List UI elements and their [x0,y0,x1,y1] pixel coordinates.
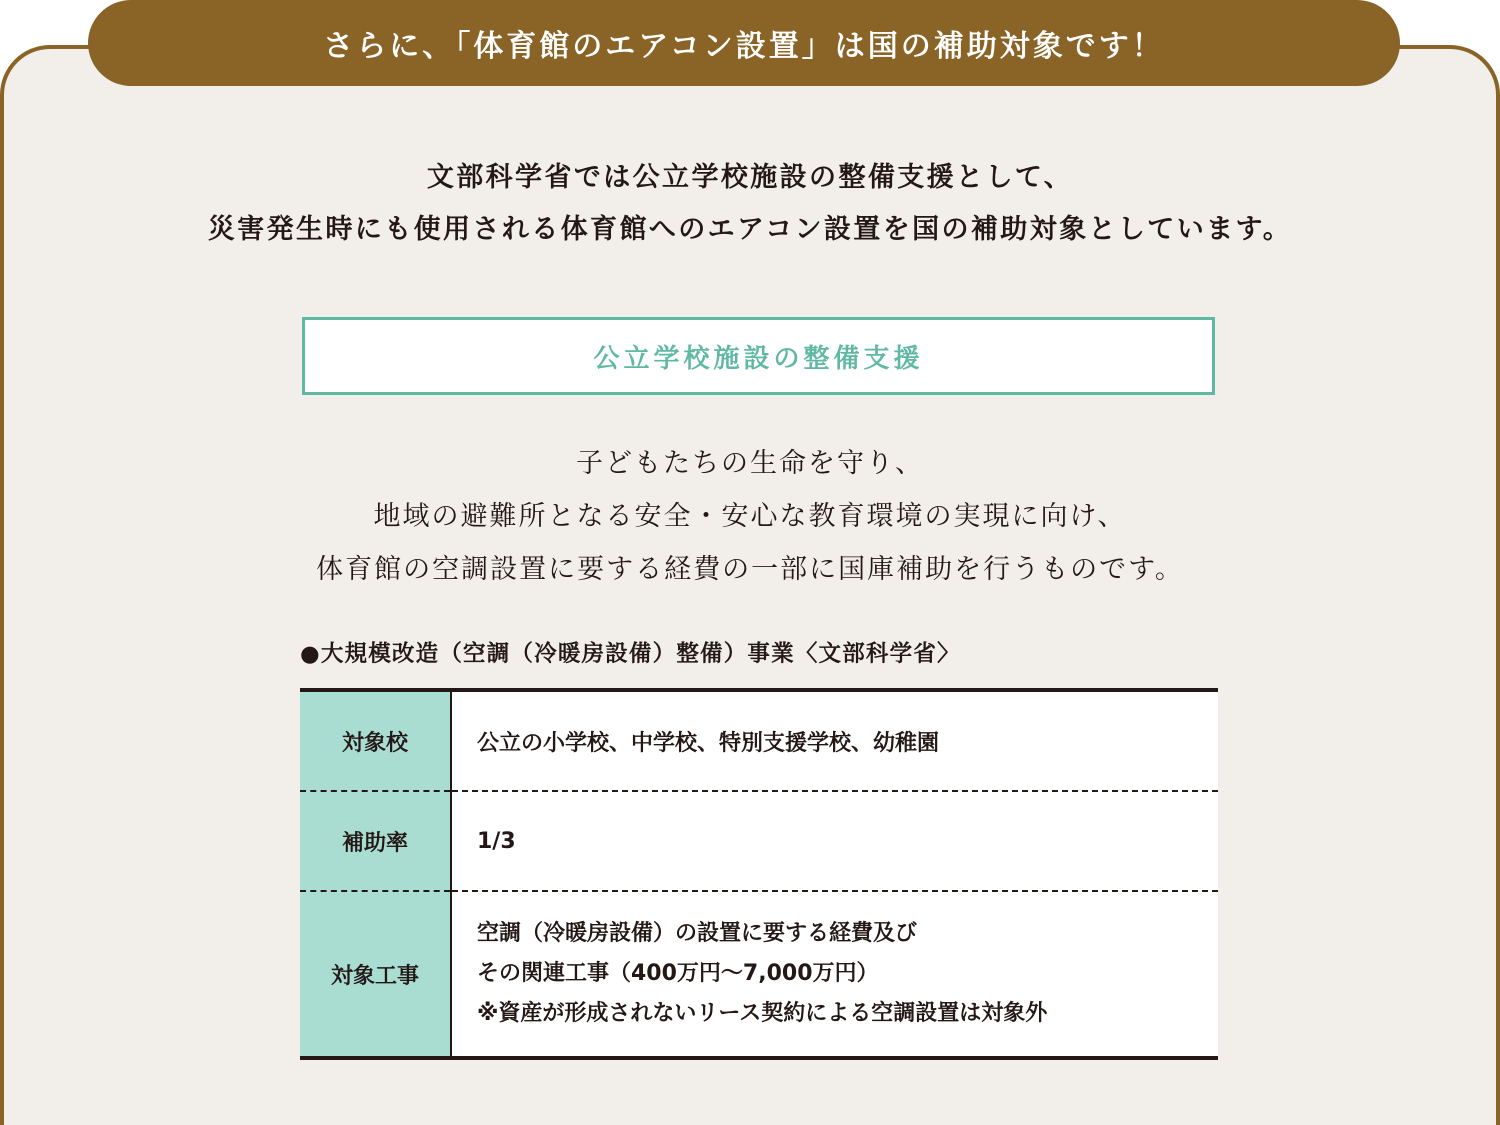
description-line-2: 地域の避難所となる安全・安心な教育環境の実現に向け、 [373,501,1127,532]
subsidy-table [300,688,1218,1060]
row-value-target-school: 公立の小学校、中学校、特別支援学校、幼稚園 [451,690,1218,791]
intro-line-1: 文部科学省では公立学校施設の整備支援として、 [426,162,1074,193]
target-work-line-1: 空調（冷暖房設備）の設置に要する経費及び [477,921,918,946]
header-banner [88,0,1400,86]
target-work-line-2: その関連工事（400万円～7,000万円） [477,961,879,986]
row-label-target-work: 対象工事 [300,891,451,1058]
row-value-subsidy-rate: 1/3 [451,791,1218,891]
row-label-subsidy-rate: 補助率 [300,791,451,891]
intro-text [0,152,1500,256]
target-work-line-3: ※資産が形成されないリース契約による空調設置は対象外 [477,1001,1048,1026]
section-title-box [302,317,1215,395]
section-title: 公立学校施設の整備支援 [593,343,924,374]
header-title: さらに、「体育館のエアコン設置」は国の補助対象です！ [323,29,1165,64]
description-line-3: 体育館の空調設置に要する経費の一部に国庫補助を行うものです。 [316,554,1184,585]
table-row [300,690,1218,791]
description-text [0,437,1500,596]
intro-line-2: 災害発生時にも使用される体育館へのエアコン設置を国の補助対象としています。 [207,214,1293,245]
table-row [300,791,1218,891]
row-label-target-school: 対象校 [300,690,451,791]
program-heading: ●大規模改造（空調（冷暖房設備）整備）事業〈文部科学省〉 [300,641,961,667]
table-row [300,891,1218,1058]
description-line-1: 子どもたちの生命を守り、 [576,448,924,479]
row-value-target-work [451,891,1218,1058]
